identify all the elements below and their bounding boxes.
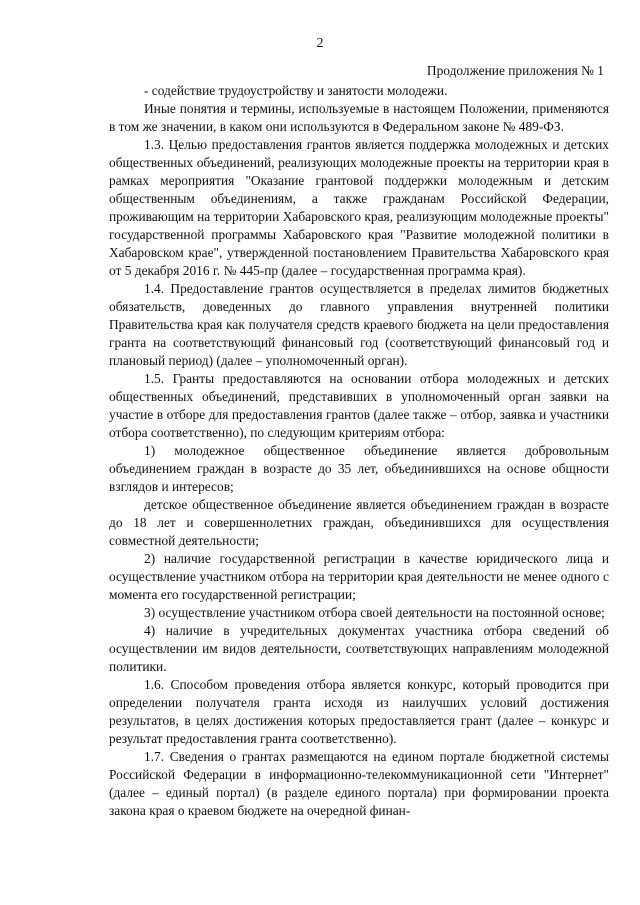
paragraph: Иные понятия и термины, используемые в настоящем Положении, применяются в том же значении, в каком они используются в Федеральном законе № 489-ФЗ. — [109, 101, 609, 134]
document-body — [109, 82, 609, 820]
paragraph: 1.4. Предоставление грантов осуществляется в пределах лимитов бюджетных обязательств, доведенных до главного управления внутренней политики Правительства края как получателя средств краевого бюджета на цели предоставления гранта на соответствующий финансовый год (соответствующий финансовый год и плановый период) (далее – уполномоченный орган). — [109, 281, 609, 368]
paragraph: 1.5. Гранты предоставляются на основании отбора молодежных и детских общественных объединений, представивших в уполномоченный орган заявки на участие в отборе для предоставления грантов (далее также – отбор, заявка и участники отбора соответственно), по следующим критериям отбора: — [109, 371, 609, 440]
appendix-continuation-note: Продолжение приложения № 1 — [426, 63, 604, 78]
paragraph: 4) наличие в учредительных документах участника отбора сведений об осуществлении им видов деятельности, соответствующих направлениям молодежной политики. — [109, 623, 609, 674]
paragraph: 2) наличие государственной регистрации в качестве юридического лица и осуществление участником отбора на территории края деятельности не менее одного с момента его государственной регистрации; — [109, 551, 609, 602]
paragraph: 1) молодежное общественное объединение является добровольным объединением граждан в возрасте до 35 лет, объединившихся на основе общности взглядов и интересов; — [109, 443, 609, 494]
paragraph: 1.7. Сведения о грантах размещаются на едином портале бюджетной системы Российской Федерации в информационно-телекоммуникационной сети "Интернет" (далее – единый портал) (в разделе единого портала) при формировании проекта закона края о краевом бюджете на очередной финан- — [109, 749, 609, 818]
paragraph: 3) осуществление участником отбора своей деятельности на постоянной основе; — [144, 605, 605, 620]
paragraph: - содействие трудоустройству и занятости молодежи. — [144, 83, 448, 98]
paragraph: 1.3. Целью предоставления грантов является поддержка молодежных и детских общественных объединений, реализующих молодежные проекты на территории края в рамках мероприятия "Оказание грантовой поддержки молодежным и детским общественным объединениям, а также гражданам Российской Федерации, проживающим на территории Хабаровского края, реализующим молодежные проекты" государственной программы Хабаровского края "Развитие молодежной политики в Хабаровском крае", утвержденной постановлением Правительства Хабаровского края от 5 декабря 2016 г. № 445-пр (далее – государственная программа края). — [109, 137, 609, 278]
paragraph: 1.6. Способом проведения отбора является конкурс, который проводится при определении получателя гранта исходя из наилучших условий достижения результатов, в целях достижения которых предоставляется грант (далее – конкурс и результат предоставления гранта соответственно). — [109, 677, 609, 746]
paragraph: детское общественное объединение является объединением граждан в возрасте до 18 лет и совершеннолетних граждан, объединившихся для осуществления совместной деятельности; — [109, 497, 609, 548]
page-number: 2 — [316, 36, 324, 51]
